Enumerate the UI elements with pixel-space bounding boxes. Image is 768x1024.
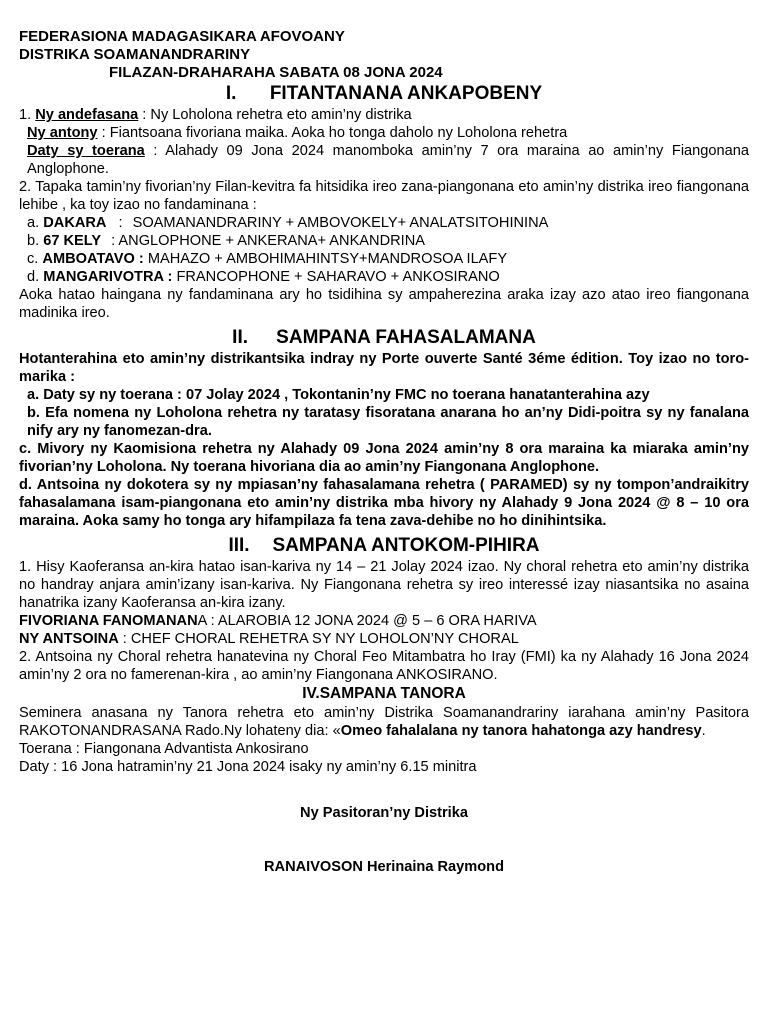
sec3-invited-label: NY ANTSOINA xyxy=(19,631,119,647)
sec4-p1-start: Seminera anasana ny Tanora rehetra eto amin’ny Distrika Soamanandrariny iarahana amin’ny Pasitora RAKOTONANDRASANA Rado.Ny lohateny dia: « xyxy=(19,705,749,739)
sec1-reason-text: : Fiantsoana fivoriana maika. Aoka ho tonga daholo ny Loholona rehetra xyxy=(97,125,568,141)
item-name: AMBOATAVO : xyxy=(42,251,144,267)
item-name: 67 KELY xyxy=(43,233,102,249)
sec1-p1-number: 1. xyxy=(19,107,32,123)
sec1-paragraph-2: 2. Tapaka tamin’ny fivorian’ny Filan-kevitra fa hitsidika ireo zana-piangonana eto amin’ny distrika ireo fiangonana lehibe , ka toy izao no fandaminana : xyxy=(19,179,749,213)
sec3-preparation-label: FIVORIANA FANOMANAN xyxy=(19,613,198,629)
item-value: SOAMANANDRARINY + AMBOVOKELY+ ANALATSITOHININA xyxy=(132,215,549,231)
header-district: DISTRIKA SOAMANANDRARINY xyxy=(19,46,251,63)
sec2-item-a: a. Daty sy ny toerana : 07 Jolay 2024 , Tokontanin’ny FMC no toerana hanatanterahina azy xyxy=(27,387,650,403)
section-1-number: I. xyxy=(225,83,237,104)
item-name: DAKARA xyxy=(43,215,107,231)
sec3-paragraph-2: 2. Antsoina ny Choral rehetra hanatevina ny Choral Feo Mitambatra ho Iray (FMI) ka ny Alahady 16 Jona 2024 amin’ny 2 ora no famerenan-kira , ao amin’ny Fiangonana ANKOSIRANO. xyxy=(19,649,749,683)
section-3-number: III. xyxy=(228,535,250,556)
sec2-item-b: b. Efa nomena ny Loholona rehetra ny taratasy fisoratana anarana ho an’ny Didi-poitra sy ny fanalana nify ary ny fanomezan-dra. xyxy=(27,405,749,439)
section-4-heading: IV.SAMPANA TANORA xyxy=(302,685,466,702)
sec1-date-label: Daty sy toerana xyxy=(27,143,145,159)
sec3-preparation-meeting xyxy=(19,612,749,630)
signature-role: Ny Pasitoran’ny Distrika xyxy=(300,805,468,821)
sec1-date-place xyxy=(19,142,749,178)
section-1-heading xyxy=(19,82,749,106)
sec4-location: Toerana : Fiangonana Advantista Ankosirano xyxy=(19,741,309,757)
item-value: MAHAZO + AMBOHIMAHINTSY+MANDROSOA ILAFY xyxy=(147,251,508,267)
sec1-recipients-label: Ny andefasana xyxy=(35,107,139,123)
sec1-paragraph-3: Aoka hatao haingana ny fandaminana ary ho tsidihina sy ampaherezina araka izay azo atao ireo fiangonana madinika ireo. xyxy=(19,287,749,321)
section-2-title: SAMPANA FAHASALAMANA xyxy=(276,327,536,348)
sec2-item-d: d. Antsoina ny dokotera sy ny mpiasan’ny fahasalamana rehetra ( PARAMED) sy ny tompon’andraikitry fahasalamana isam-piangonana eto amin’ny distrika mba hivory ny Alahady 9 Jona 2024 @ 8 – 10 ora maraina. Aoka samy ho tonga ary hifampilaza fa tena zava-dehibe no ho dinihintsika. xyxy=(19,477,749,529)
sec1-reason xyxy=(19,124,749,142)
sec3-invited-text: : CHEF CHORAL REHETRA SY NY LOHOLON’NY CHORAL xyxy=(118,631,519,647)
sec1-date-text: : Alahady 09 Jona 2024 manomboka amin’ny 7 ora maraina ao amin’ny Fiangonana Anglophone. xyxy=(27,143,749,177)
signature-name: RANAIVOSON Herinaina Raymond xyxy=(263,859,505,875)
sec1-item-c xyxy=(19,250,749,268)
sec1-recipients-text: : Ny Loholona rehetra eto amin’ny distrika xyxy=(138,107,412,123)
sec4-seminar-theme: Omeo fahalalana ny tanora hahatonga azy handresy xyxy=(340,723,702,739)
sec4-date: Daty : 16 Jona hatramin’ny 21 Jona 2024 isaky ny amin’ny 6.15 minitra xyxy=(19,759,477,775)
sec4-paragraph-1 xyxy=(19,704,749,740)
sec3-invited xyxy=(19,630,749,648)
item-value: FRANCOPHONE + SAHARAVO + ANKOSIRANO xyxy=(176,269,500,285)
header-announcement-title: FILAZAN-DRAHARAHA SABATA 08 JONA 2024 xyxy=(109,64,443,81)
header-federation: FEDERASIONA MADAGASIKARA AFOVOANY xyxy=(19,28,345,45)
sec2-intro: Hotanterahina eto amin’ny distrikantsika indray ny Porte ouverte Santé 3éme édition. Toy izao no toro-marika : xyxy=(19,351,749,385)
sec2-item-c: c. Mivory ny Kaomisiona rehetra ny Alahady 09 Jona 2024 amin’ny 8 ora maraina ka miaraka amin’ny fivorian’ny Loholona. Ny toerana hivoriana dia ao amin’ny Fiangonana Anglophone. xyxy=(19,441,749,475)
sec4-p1-end: . xyxy=(701,723,706,739)
item-letter: b. xyxy=(27,233,40,249)
item-value: ANGLOPHONE + ANKERANA+ ANKANDRINA xyxy=(118,233,425,249)
sec1-reason-label: Ny antony xyxy=(27,125,98,141)
sec1-item-b: b. 67 KELY : ANGLOPHONE + ANKERANA+ ANKANDRINA xyxy=(27,233,425,249)
item-letter: d. xyxy=(27,269,40,285)
sec3-paragraph-1: 1. Hisy Kaoferansa an-kira hatao isan-kariva ny 14 – 21 Jolay 2024 izao. Ny choral rehetra eto amin’ny distrika no handray anjara amin’izany isan-kariva. Ny Fiangonana rehetra sy ireo interessé izay niasantsika no asaina hanatrika izany Kaoferansa an-kira izany. xyxy=(19,559,749,611)
section-3-title: SAMPANA ANTOKOM-PIHIRA xyxy=(272,535,540,556)
sec3-preparation-text: : ALAROBIA 12 JONA 2024 @ 5 – 6 ORA HARIVA xyxy=(206,613,537,629)
item-letter: a. xyxy=(27,215,40,231)
section-2-heading xyxy=(19,326,749,350)
sec1-item-a: a. DAKARA : SOAMANANDRARINY + AMBOVOKELY+ ANALATSITOHININA xyxy=(27,215,549,231)
section-1-title: FITANTANANA ANKAPOBENY xyxy=(269,83,543,104)
sec3-preparation-label-tail: A xyxy=(197,613,207,629)
sec1-recipients xyxy=(19,106,749,124)
section-3-heading xyxy=(19,534,749,558)
item-name: MANGARIVOTRA : xyxy=(43,269,173,285)
sec1-item-d xyxy=(19,268,749,286)
item-letter: c. xyxy=(27,251,39,267)
section-2-number: II. xyxy=(232,327,249,348)
